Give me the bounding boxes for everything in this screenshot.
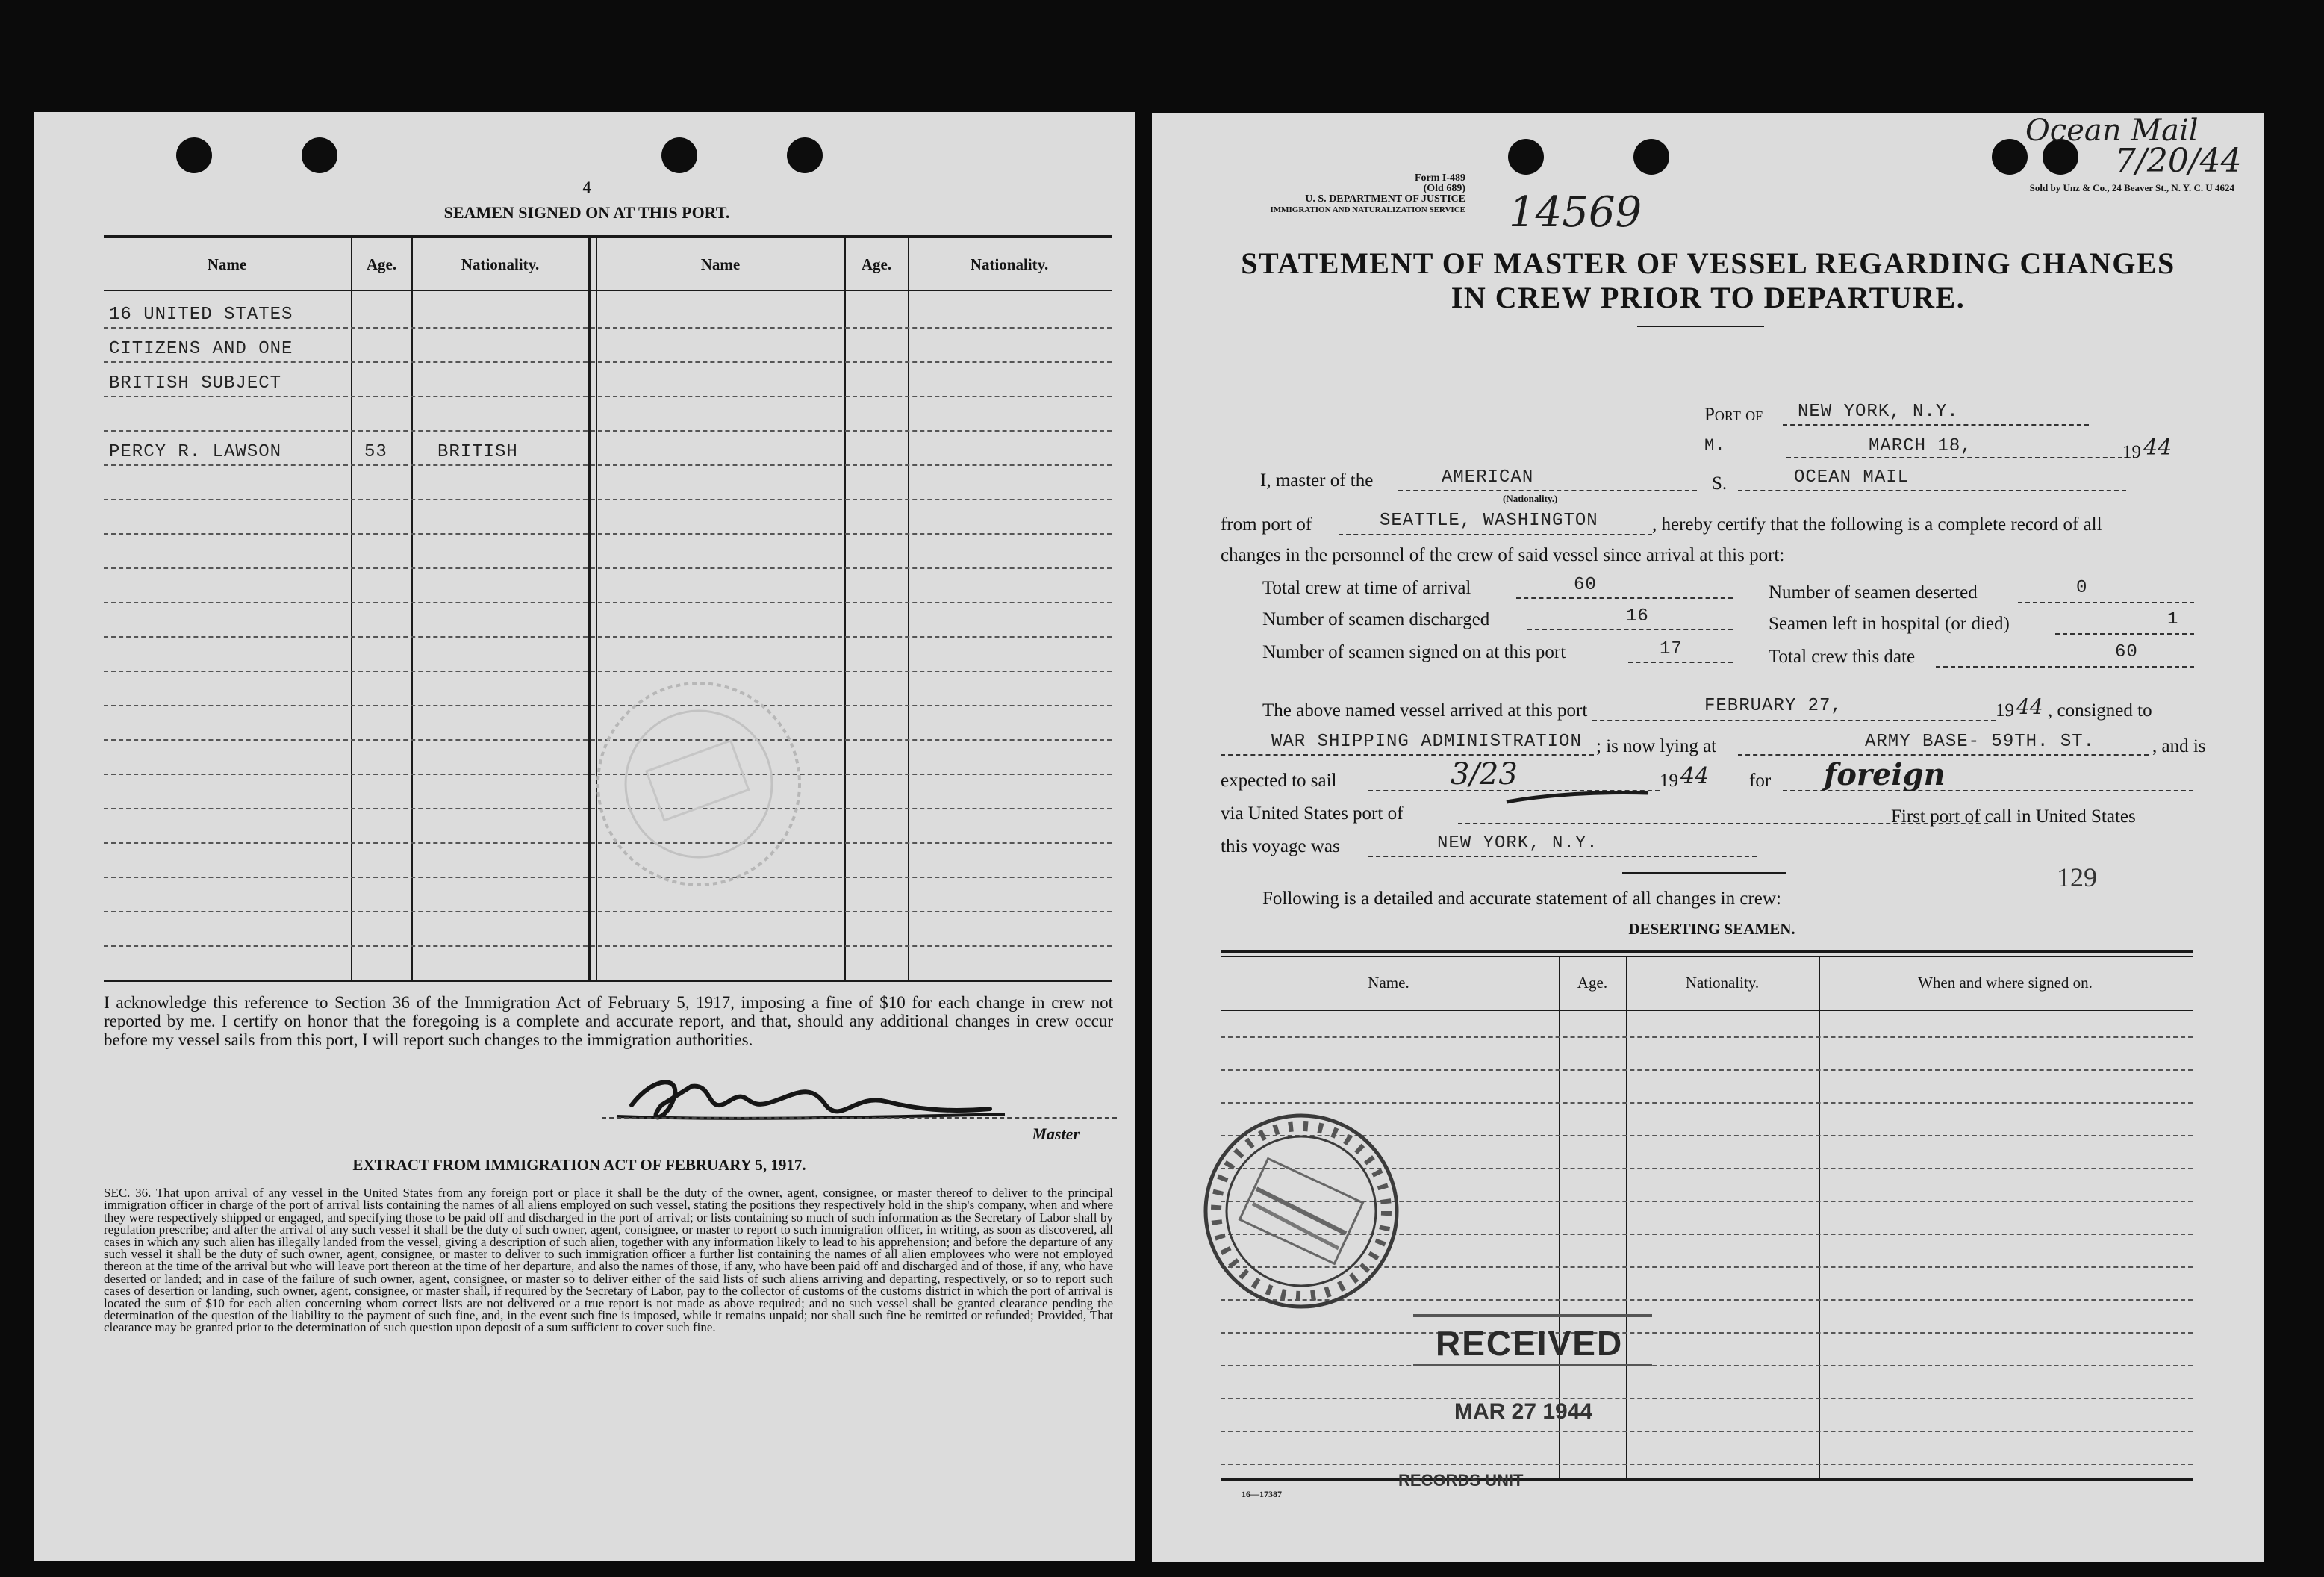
table-bottom-rule bbox=[104, 980, 1112, 982]
records-unit-stamp: RECORDS UNIT bbox=[1398, 1471, 1524, 1490]
date-value: MARCH 18, bbox=[1869, 436, 1972, 456]
voyage-label: this voyage was bbox=[1221, 836, 1340, 856]
from-port-label: from port of bbox=[1221, 514, 1312, 535]
row-line bbox=[104, 533, 1112, 535]
margin-note-vessel: Ocean Mail bbox=[2025, 113, 2199, 148]
row-line bbox=[104, 464, 1112, 466]
hospital-label: Seamen left in hospital (or died) bbox=[1769, 614, 2010, 634]
col-divider bbox=[1626, 957, 1627, 1478]
department-name: U. S. DEPARTMENT OF JUSTICE bbox=[1305, 193, 1465, 205]
row-line bbox=[104, 602, 1112, 603]
consigned-label: , consigned to bbox=[2048, 700, 2152, 721]
nationality-caption: (Nationality.) bbox=[1503, 493, 1558, 504]
signature-label: Master bbox=[1032, 1125, 1080, 1143]
deserting-bottom-rule bbox=[1221, 1478, 2193, 1481]
vessel-line bbox=[1738, 490, 2126, 491]
stat-line bbox=[1628, 662, 1733, 663]
acknowledgement-text: I acknowledge this reference to Section 36 of the Immigration Act of February 5, 1917, imposing a fine of $10 for each change in crew not reported by me. I certify on honor that the foregoing is a complete and accurate report, and that, should any additional changes in crew occur before my vessel sails from this port, I will report such changes to the immigration authorities. bbox=[104, 993, 1113, 1049]
date-line bbox=[1786, 457, 2122, 458]
form-old-number: (Old 689) bbox=[1423, 183, 1465, 194]
section-title: SEAMEN SIGNED ON AT THIS PORT. bbox=[443, 203, 730, 222]
stat-line bbox=[1936, 666, 2194, 668]
col-header-nationality: Nationality. bbox=[970, 255, 1049, 273]
row-line bbox=[104, 361, 1112, 363]
received-stamp-date: MAR 27 1944 bbox=[1454, 1399, 1593, 1424]
master-label: I, master of the bbox=[1260, 470, 1374, 491]
row-line bbox=[104, 327, 1112, 329]
deserted-label: Number of seamen deserted bbox=[1769, 582, 1978, 603]
title-underline bbox=[1637, 326, 1764, 327]
form-title bbox=[1219, 246, 2197, 315]
master-signature bbox=[602, 1060, 1020, 1142]
expected-label: expected to sail bbox=[1221, 771, 1337, 791]
punch-hole bbox=[661, 137, 697, 173]
service-name: IMMIGRATION AND NATURALIZATION SERVICE bbox=[1270, 205, 1465, 214]
total-crew-date-label: Total crew this date bbox=[1769, 647, 1916, 667]
changes-text: changes in the personnel of the crew of said vessel since arrival at this port: bbox=[1221, 545, 1785, 565]
col-divider bbox=[351, 237, 352, 981]
expected-year-prefix: 19 bbox=[1660, 771, 1678, 791]
left-page bbox=[34, 112, 1135, 1561]
entry-age: 53 bbox=[364, 442, 387, 462]
lying-label: ; is now lying at bbox=[1596, 736, 1717, 756]
entry-name: PERCY R. LAWSON bbox=[109, 442, 282, 462]
deserting-top-rule bbox=[1221, 956, 2193, 957]
vessel-prefix-m: M. bbox=[1704, 436, 1726, 455]
file-number: 14569 bbox=[1509, 188, 1642, 237]
consignee-line bbox=[1221, 754, 1594, 756]
punch-hole bbox=[176, 137, 212, 173]
expected-date: 3/23 bbox=[1451, 757, 1518, 791]
row-line bbox=[1221, 1398, 2193, 1399]
deserting-title: DESERTING SEAMEN. bbox=[1628, 920, 1795, 938]
form-number: Form I-489 bbox=[1414, 172, 1465, 184]
port-line bbox=[1783, 424, 2089, 426]
arrived-year-prefix: 19 bbox=[1996, 700, 2014, 721]
row-line bbox=[1221, 1464, 2193, 1465]
nationality-line bbox=[1398, 490, 1697, 491]
row-line bbox=[104, 430, 1112, 432]
for-label: for bbox=[1749, 771, 1772, 791]
date-year: 44 bbox=[2143, 435, 2172, 461]
form-header bbox=[1227, 173, 1465, 215]
sold-by-note: Sold by Unz & Co., 24 Beaver St., N. Y. C. U 4624 bbox=[2029, 182, 2234, 193]
row-line bbox=[104, 499, 1112, 500]
received-stamp-rule bbox=[1413, 1314, 1652, 1317]
extract-title: EXTRACT FROM IMMIGRATION ACT OF FEBRUARY 5, 1917. bbox=[352, 1156, 806, 1174]
voyage-line bbox=[1368, 856, 1757, 857]
entry-name: CITIZENS AND ONE bbox=[109, 339, 293, 359]
discharged-label: Number of seamen discharged bbox=[1262, 609, 1490, 629]
row-line bbox=[104, 396, 1112, 397]
and-is-label: , and is bbox=[2152, 736, 2206, 756]
nationality-value: AMERICAN bbox=[1442, 467, 1534, 488]
following-text: Following is a detailed and accurate statement of all changes in crew: bbox=[1262, 889, 1781, 909]
deserting-col-name: Name. bbox=[1368, 974, 1409, 992]
lying-line bbox=[1738, 754, 2149, 756]
total-crew-arrival-label: Total crew at time of arrival bbox=[1262, 578, 1471, 598]
signed-on-value: 17 bbox=[1660, 639, 1683, 659]
col-divider bbox=[908, 237, 909, 981]
pen-stroke bbox=[1503, 786, 1652, 808]
faint-stamp-seal bbox=[587, 679, 818, 903]
arrived-label: The above named vessel arrived at this port bbox=[1262, 700, 1588, 721]
arrived-year: 44 bbox=[2016, 694, 2043, 719]
entry-name: 16 UNITED STATES bbox=[109, 305, 293, 325]
row-line bbox=[1221, 1365, 2193, 1366]
punch-hole bbox=[1992, 139, 2028, 175]
deserting-top-rule bbox=[1221, 950, 2193, 953]
row-line bbox=[1221, 1036, 2193, 1038]
port-value: NEW YORK, N.Y. bbox=[1798, 402, 1959, 422]
col-header-name: Name bbox=[207, 255, 247, 273]
row-line bbox=[1221, 1102, 2193, 1104]
deserting-col-age: Age. bbox=[1577, 974, 1608, 992]
punch-hole bbox=[1633, 139, 1669, 175]
lying-value: ARMY BASE- 59TH. ST. bbox=[1865, 732, 2096, 752]
hospital-value: 1 bbox=[2167, 609, 2179, 629]
row-line bbox=[104, 911, 1112, 912]
table-header-rule bbox=[104, 290, 1112, 291]
col-divider bbox=[1819, 957, 1820, 1478]
total-crew-arrival-value: 60 bbox=[1574, 575, 1597, 595]
row-line bbox=[104, 636, 1112, 638]
signed-on-label: Number of seamen signed on at this port bbox=[1262, 642, 1566, 662]
punch-hole bbox=[787, 137, 823, 173]
via-label: via United States port of bbox=[1221, 803, 1404, 824]
col-header-name: Name bbox=[700, 255, 741, 273]
deserting-col-nationality: Nationality. bbox=[1685, 974, 1760, 992]
first-port-value: NEW YORK, N.Y. bbox=[1437, 833, 1598, 853]
deserting-col-signed-on: When and where signed on. bbox=[1918, 974, 2093, 992]
stat-line bbox=[1527, 629, 1733, 630]
deserting-header-rule bbox=[1221, 1010, 2193, 1011]
form-title-line: IN CREW PRIOR TO DEPARTURE. bbox=[1451, 281, 1966, 314]
row-line bbox=[1221, 1069, 2193, 1071]
circular-date-stamp bbox=[1197, 1107, 1406, 1316]
vessel-name: OCEAN MAIL bbox=[1794, 467, 1910, 488]
first-port-label: First port of call in United States bbox=[1891, 806, 2136, 827]
right-page bbox=[1152, 113, 2264, 1562]
arrived-date: FEBRUARY 27, bbox=[1704, 696, 1842, 716]
extract-text: SEC. 36. That upon arrival of any vessel in the United States from any foreign port or place it shall be the duty of the owner, agent, consignee, or master thereof to deliver to the principal immigration officer in charge of the port of arrival lists containing the names of all aliens employed on such vessel, stating the positions they respectively hold in the ship's company, when and where they were respectively shipped or engaged, and specifying those to be paid off and discharged in the port of arrival; or lists containing so much of such information as the Secretary of Labor shall by regulation prescribe; and after the arrival of any such vessel it shall be the duty of such owner, agent, consignee, or master to report to such immigration officer, in writing, as soon as discovered, all cases in which any such alien has illegally landed from the vessel, giving a description of such alien, together with any information likely to lead to his apprehension; and before the departure of any such vessel it shall be the duty of such owner, agent, consignee, or master to deliver to such immigration officer a further list containing the names of all alien employees who were not employed thereon at the time of the arrival but who will leave port thereon at the time of her departure, and also the names of those, if any, who have been paid off and discharged and of those, if any, who have deserted or landed; and in case of the failure of such owner, agent, consignee, or master so to deliver either of the said lists of such aliens arriving and departing, respectively, or so to report such cases of desertion or landing, such owner, agent, consignee, or master shall, if required by the Secretary of Labor, pay to the collector of customs of the customs district in which the port of arrival is located the sum of $10 for each alien concerning whom correct lists are not delivered or a true report is not made as above required; and no such vessel shall be granted clearance pending the determination of the question of the liability to the payment of such fine, and, in the event such fine is imposed, while it remains unpaid; nor shall such fine be remitted or refunded; Provided, That clearance may be granted prior to the determination of such question upon deposit of a sum sufficient to cover such fine. bbox=[104, 1186, 1113, 1335]
stat-line bbox=[2018, 602, 2194, 603]
annotation-number: 129 bbox=[2057, 862, 2097, 892]
received-stamp-rule bbox=[1413, 1364, 1652, 1366]
table-top-rule bbox=[104, 235, 1112, 238]
col-divider bbox=[411, 237, 413, 981]
form-title-line: STATEMENT OF MASTER OF VESSEL REGARDING CHANGES bbox=[1241, 246, 2175, 280]
page-number: 4 bbox=[582, 178, 591, 196]
consignee-value: WAR SHIPPING ADMINISTRATION bbox=[1271, 732, 1582, 752]
destination-value: foreign bbox=[1824, 757, 1946, 792]
arrived-line bbox=[1592, 720, 1996, 721]
divider-short bbox=[1622, 872, 1786, 874]
discharged-value: 16 bbox=[1626, 606, 1649, 626]
row-line bbox=[104, 945, 1112, 947]
entry-nationality: BRITISH bbox=[437, 442, 518, 462]
margin-note-date: 7/20/44 bbox=[2115, 142, 2242, 180]
col-divider bbox=[844, 237, 846, 981]
certify-text: , hereby certify that the following is a complete record of all bbox=[1652, 514, 2102, 535]
col-header-age: Age. bbox=[861, 255, 892, 273]
punch-hole bbox=[302, 137, 337, 173]
expected-year: 44 bbox=[1680, 763, 1710, 789]
signature-line bbox=[602, 1117, 1117, 1119]
deserted-value: 0 bbox=[2076, 578, 2088, 598]
from-port-line bbox=[1339, 534, 1652, 535]
row-line bbox=[1221, 1431, 2193, 1432]
col-header-age: Age. bbox=[366, 255, 397, 273]
date-year-prefix: 19 bbox=[2122, 442, 2141, 462]
punch-hole bbox=[1508, 139, 1544, 175]
row-line bbox=[1221, 1332, 2193, 1334]
stat-line bbox=[2055, 633, 2194, 635]
footer-code: 16—17387 bbox=[1242, 1489, 1282, 1499]
port-label: Port of bbox=[1704, 405, 1763, 425]
stat-line bbox=[1516, 597, 1733, 599]
total-crew-date-value: 60 bbox=[2115, 642, 2138, 662]
row-line bbox=[104, 671, 1112, 672]
col-header-nationality: Nationality. bbox=[461, 255, 540, 273]
from-port-value: SEATTLE, WASHINGTON bbox=[1380, 511, 1598, 531]
vessel-prefix-s: S. bbox=[1712, 473, 1728, 494]
received-stamp: RECEIVED bbox=[1436, 1324, 1624, 1363]
entry-name: BRITISH SUBJECT bbox=[109, 373, 282, 394]
row-line bbox=[104, 567, 1112, 569]
